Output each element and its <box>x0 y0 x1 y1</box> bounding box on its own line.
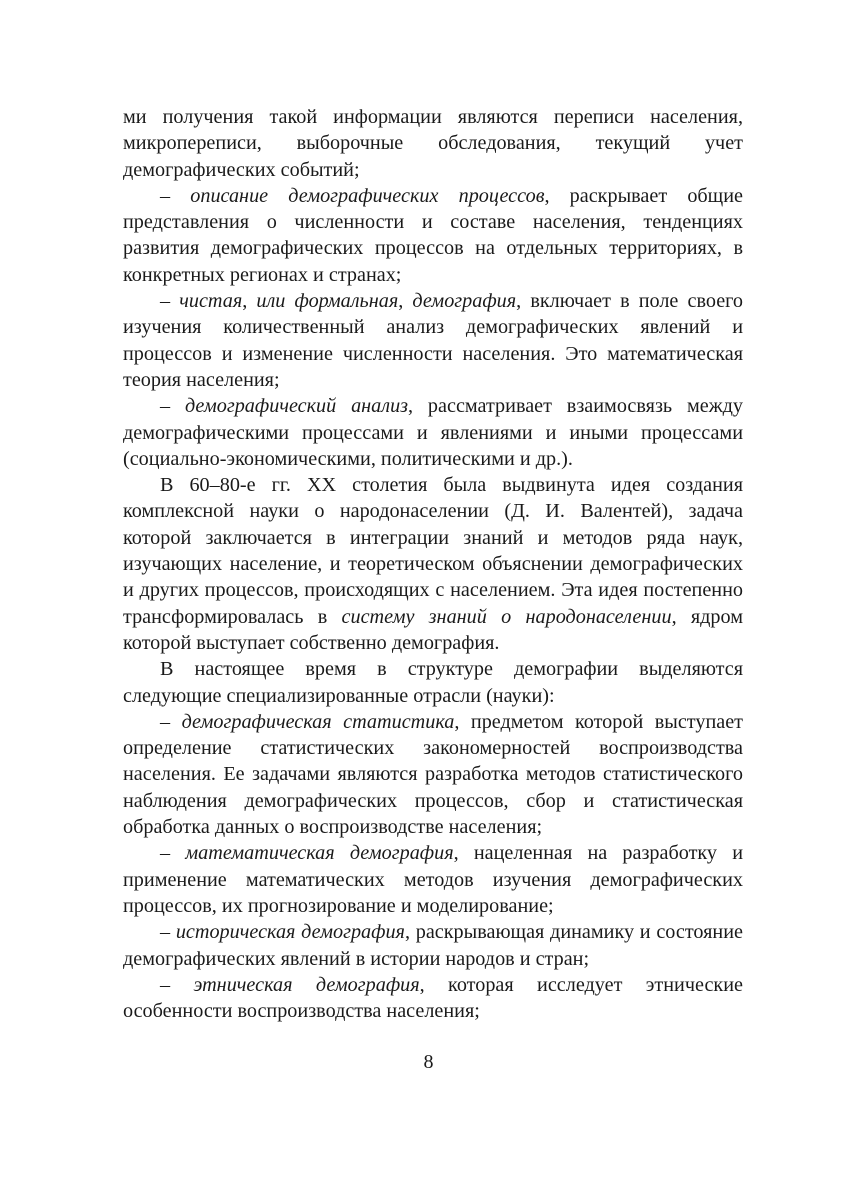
paragraph-p7 <box>123 709 743 840</box>
text-run: , <box>242 290 257 313</box>
paragraph-p8 <box>123 840 743 919</box>
text-run: ми получения такой информации являются переписи населения, микропереписи, выборочные обследования, текущий учет демографических событий; <box>123 106 743 181</box>
text-run: , предметом которой выступает определение статистических закономерностей воспроизводства населения. Ее задачами являются разработка методов статистического наблюдения демографических процессов, сбор и статистическая обработка данных о воспроизводстве населения; <box>123 710 744 839</box>
paragraph-p5 <box>123 472 743 656</box>
italic-term: этническая демография <box>193 973 420 996</box>
italic-term: описание демографических процессов <box>190 184 545 207</box>
paragraph-p9 <box>123 919 743 972</box>
italic-term: математическая демография <box>185 842 454 865</box>
text-run: , рассматривает взаимосвязь между демографическими процессами и явлениями и иными процессами (социально-экономическими, политическими и др.). <box>123 395 744 470</box>
text-run: – <box>160 290 180 313</box>
text-run: – <box>160 973 194 996</box>
text-run: В 60–80-е гг. XX столетия была выдвинута идея создания комплексной науки о народонаселении (Д. И. Валентей), задача которой заключается в интеграции знаний и методов ряда наук, изучающих население, и теоретическом объяснении демографических и других процессов, происходящих с населением. Эта идея постепенно трансформировалась в <box>123 474 743 628</box>
italic-term: или формальная <box>256 290 399 313</box>
text-run: В настоящее время в структуре демографии выделяются следующие специализированные отрасли (науки): <box>123 658 743 707</box>
italic-term: систему знаний о народонаселении <box>341 605 672 628</box>
paragraph-p6 <box>123 656 743 709</box>
paragraph-p10 <box>123 972 743 1025</box>
paragraph-p2 <box>123 183 743 288</box>
text-run: – <box>160 842 186 865</box>
text-run: – <box>160 921 176 944</box>
italic-term: историческая демография <box>175 921 405 944</box>
text-run: , раскрывает общие представления о численности и составе населения, тенденциях развития демографических процессов на отдельных территориях, в конкретных регионах и странах; <box>123 184 743 286</box>
italic-term: демографическая статистика <box>181 710 455 733</box>
text-run: – <box>160 710 182 733</box>
paragraph-p3 <box>123 288 743 393</box>
text-run: , нацеленная на разработку и применение математических методов изучения демографических процессов, их прогнозирование и моделирование; <box>123 842 743 917</box>
text-run: , ядром которой выступает собственно демография. <box>123 605 744 654</box>
text-run: – <box>160 184 191 207</box>
italic-term: чистая <box>179 290 243 313</box>
italic-term: демография <box>412 290 517 313</box>
paragraph-p1 <box>123 104 743 183</box>
text-run: , которая исследует этнические особенности воспроизводства населения; <box>123 973 744 1023</box>
text-run: , <box>398 290 413 313</box>
italic-term: демографический анализ <box>184 395 409 418</box>
text-run: , включает в поле своего изучения количественный анализ демографических явлений и процессов и изменение численности населения. Это математическая теория населения; <box>123 290 744 391</box>
page-body <box>123 104 743 1024</box>
paragraph-p4 <box>123 393 743 472</box>
text-run: – <box>160 395 185 418</box>
page-number: 8 <box>423 1051 434 1073</box>
text-run: , раскрывающая динамику и состояние демографических явлений в истории народов и стран; <box>123 921 743 970</box>
